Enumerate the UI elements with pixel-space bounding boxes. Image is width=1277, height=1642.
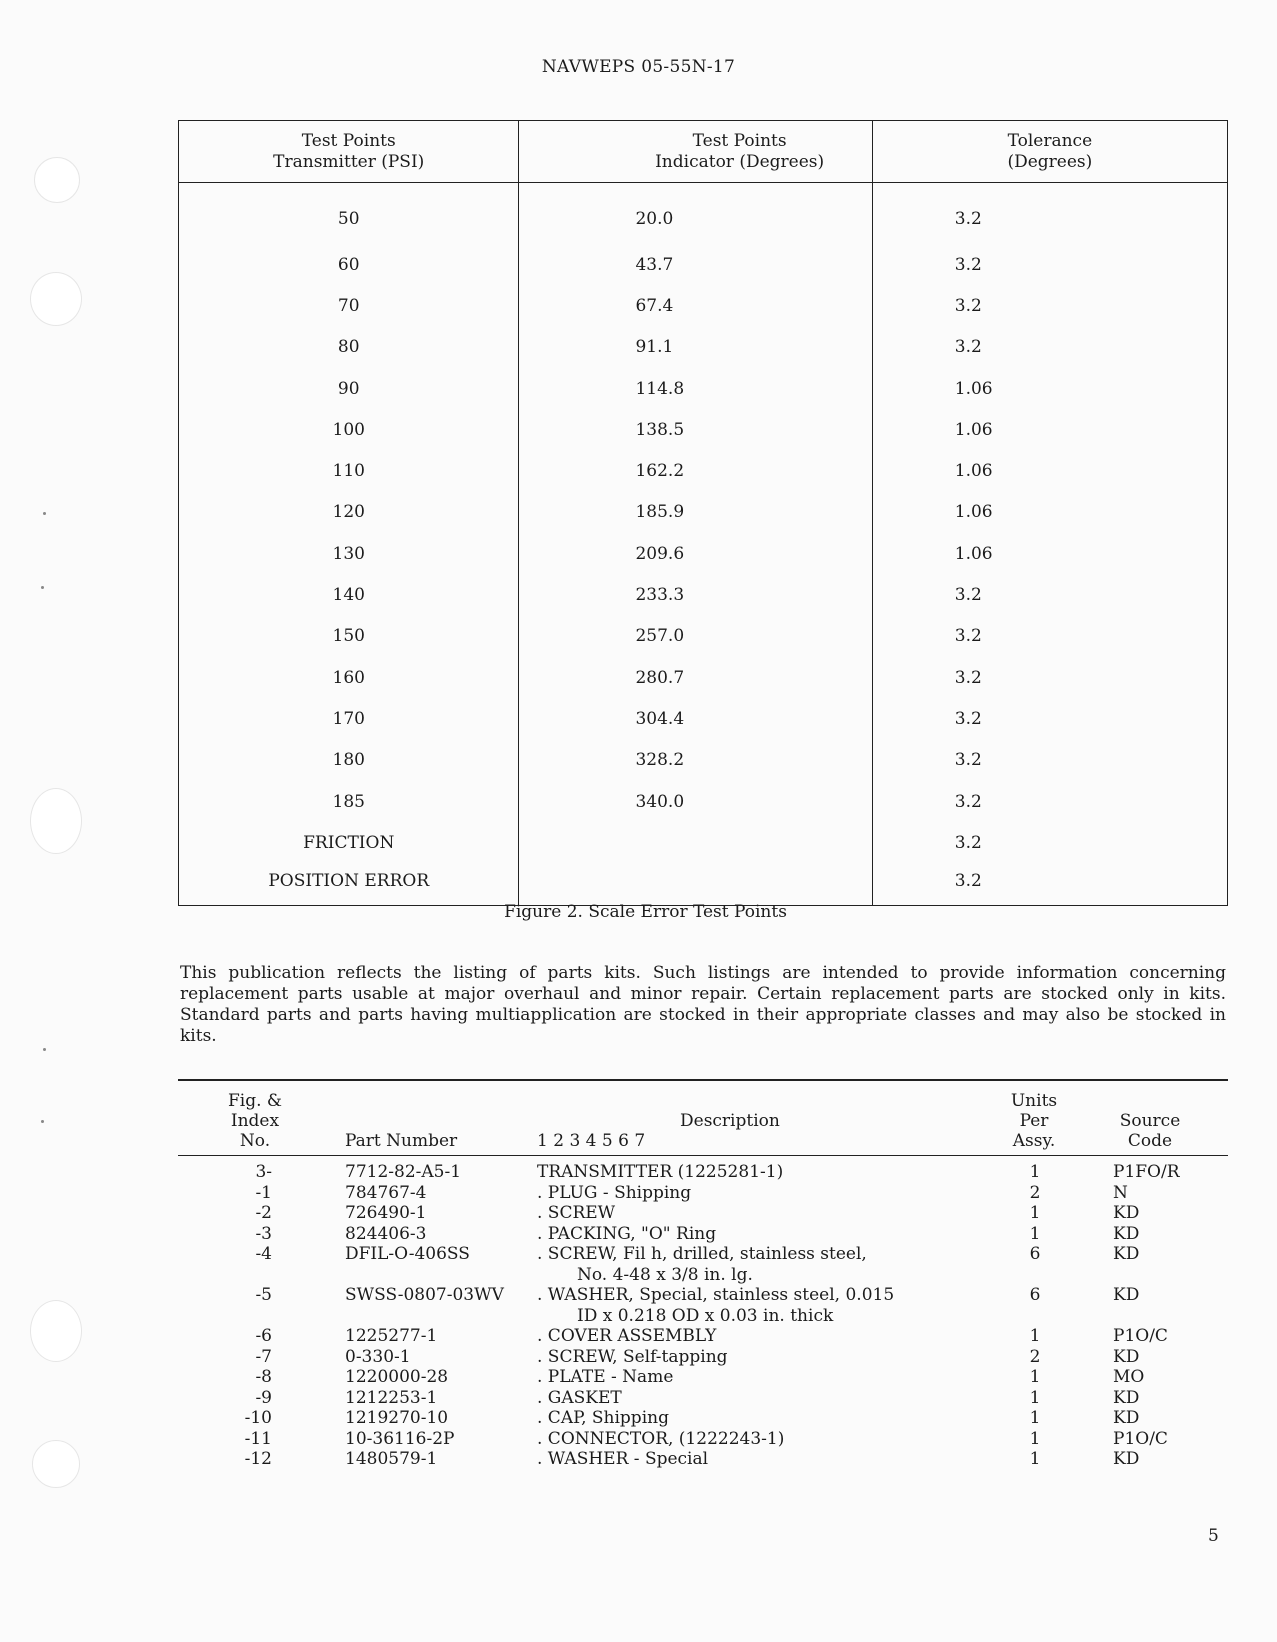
transmitter-cell: 185 (179, 781, 519, 822)
header-indicator: Test Points Indicator (Degrees) (519, 121, 872, 183)
units-cell: 2 (1029, 1182, 1041, 1203)
transmitter-cell: 170 (179, 698, 519, 739)
table-row (179, 863, 1228, 906)
scale-error-table (178, 120, 1228, 906)
source-code-cell: KD (1113, 1203, 1140, 1223)
scan-speck (41, 1120, 44, 1123)
part-number-cell: 824406-3 (345, 1223, 427, 1244)
tolerance-cell: 3.2 (872, 863, 1227, 906)
scan-speck (43, 512, 46, 515)
table-row (179, 183, 1228, 245)
index-cell: -1 (255, 1182, 272, 1203)
indicator-cell: 340.0 (519, 781, 872, 822)
part-number-cell: 1220000-28 (345, 1367, 449, 1387)
tolerance-cell: 3.2 (872, 244, 1227, 285)
table-row (179, 740, 1228, 781)
units-cell: 1 (1029, 1326, 1041, 1346)
part-number-cell: 0-330-1 (345, 1346, 411, 1367)
description-cell: . SCREW, Self-tapping (537, 1346, 728, 1367)
index-cell: -7 (255, 1346, 272, 1367)
header-part-number: Part Number (345, 1131, 458, 1151)
tolerance-cell: 3.2 (872, 327, 1227, 368)
parts-table-header-rule (178, 1155, 1228, 1156)
tolerance-cell: 3.2 (872, 781, 1227, 822)
transmitter-cell: 50 (179, 183, 519, 245)
transmitter-cell: POSITION ERROR (179, 863, 519, 906)
source-code-cell: P1FO/R (1113, 1162, 1180, 1182)
description-cell: . SCREW, Fil h, drilled, stainless steel, (537, 1244, 867, 1264)
table-row (179, 244, 1228, 285)
index-cell: -12 (244, 1449, 272, 1469)
transmitter-cell: 110 (179, 450, 519, 491)
indicator-cell: 304.4 (519, 698, 872, 739)
header-tolerance: Tolerance (Degrees) (872, 121, 1227, 183)
indicator-cell: 280.7 (519, 657, 872, 698)
indicator-cell (519, 863, 872, 906)
units-cell: 1 (1029, 1223, 1041, 1244)
units-cell: 1 (1029, 1367, 1041, 1387)
units-cell: 1 (1029, 1203, 1041, 1223)
index-cell: -2 (255, 1203, 272, 1223)
transmitter-cell: 60 (179, 244, 519, 285)
units-cell: 2 (1029, 1346, 1041, 1367)
header-index: Fig. & Index No. (227, 1091, 283, 1151)
header-units: Units Per Assy. (1010, 1091, 1058, 1151)
source-code-cell: P1O/C (1113, 1326, 1168, 1346)
units-cell: 1 (1029, 1408, 1041, 1428)
transmitter-cell: 70 (179, 285, 519, 326)
table-row (179, 657, 1228, 698)
document-header: NAVWEPS 05-55N-17 (541, 57, 736, 77)
description-cell: . SCREW (537, 1203, 616, 1223)
index-cell: -8 (255, 1367, 272, 1387)
transmitter-cell: 160 (179, 657, 519, 698)
transmitter-cell: FRICTION (179, 822, 519, 863)
index-cell: -3 (255, 1223, 272, 1244)
header-source-code: Source Code (1119, 1111, 1181, 1151)
tolerance-cell: 3.2 (872, 574, 1227, 615)
tolerance-cell: 3.2 (872, 822, 1227, 863)
part-number-cell: 784767-4 (345, 1182, 427, 1203)
description-cell: . PLATE - Name (537, 1367, 674, 1387)
description-cell: . PLUG - Shipping (537, 1182, 692, 1203)
part-number-cell: DFIL-O-406SS (345, 1244, 470, 1264)
tolerance-cell: 1.06 (872, 409, 1227, 450)
units-cell: 6 (1029, 1244, 1041, 1264)
table-row (179, 822, 1228, 863)
scan-speck (43, 1048, 46, 1051)
header-transmitter: Test Points Transmitter (PSI) (179, 121, 519, 183)
table-row (179, 533, 1228, 574)
source-code-cell: KD (1113, 1408, 1140, 1428)
table-row (179, 698, 1228, 739)
indicator-cell: 114.8 (519, 368, 872, 409)
tolerance-cell: 3.2 (872, 698, 1227, 739)
transmitter-cell: 140 (179, 574, 519, 615)
table-row (179, 285, 1228, 326)
part-number-cell: 7712-82-A5-1 (345, 1162, 462, 1182)
index-cell: -10 (244, 1408, 272, 1428)
tolerance-cell: 1.06 (872, 450, 1227, 491)
description-cell: . CONNECTOR, (1222243-1) (537, 1428, 785, 1449)
part-number-cell: 1212253-1 (345, 1387, 438, 1408)
units-cell: 1 (1029, 1428, 1041, 1449)
table-row (179, 450, 1228, 491)
index-cell: -5 (255, 1285, 272, 1305)
source-code-cell: KD (1113, 1223, 1140, 1244)
page-number: 5 (1208, 1526, 1219, 1546)
table-row (179, 368, 1228, 409)
transmitter-cell: 100 (179, 409, 519, 450)
indicator-cell: 43.7 (519, 244, 872, 285)
description-cell: . CAP, Shipping (537, 1408, 669, 1428)
indicator-cell: 209.6 (519, 533, 872, 574)
indicator-cell: 257.0 (519, 616, 872, 657)
source-code-cell: KD (1113, 1244, 1140, 1264)
units-cell: 1 (1029, 1449, 1041, 1469)
index-cell: -6 (255, 1326, 272, 1346)
part-number-cell: 1480579-1 (345, 1449, 438, 1469)
indicator-cell: 20.0 (519, 183, 872, 245)
tolerance-cell: 3.2 (872, 657, 1227, 698)
transmitter-cell: 120 (179, 492, 519, 533)
indicator-cell: 138.5 (519, 409, 872, 450)
table-row (179, 492, 1228, 533)
indicator-cell: 91.1 (519, 327, 872, 368)
scan-speck (41, 586, 44, 589)
transmitter-cell: 80 (179, 327, 519, 368)
source-code-cell: P1O/C (1113, 1428, 1168, 1449)
transmitter-cell: 150 (179, 616, 519, 657)
description-cell: ID x 0.218 OD x 0.03 in. thick (577, 1305, 834, 1326)
units-cell: 6 (1029, 1285, 1041, 1305)
description-cell: . WASHER - Special (537, 1449, 709, 1469)
intro-paragraph: This publication reflects the listing of parts kits. Such listings are intended to provide information concerning replacement parts usable at major overhaul and minor repair. Certain replacement parts are stocked only in kits. Standard parts and parts having multiapplication are stocked in their appropriate classes and may also be stocked in kits. (180, 963, 1226, 1046)
indicator-cell: 67.4 (519, 285, 872, 326)
tolerance-cell: 1.06 (872, 368, 1227, 409)
units-cell: 1 (1029, 1162, 1041, 1182)
punch-hole-middle (30, 788, 82, 854)
tolerance-cell: 1.06 (872, 492, 1227, 533)
table-row (179, 781, 1228, 822)
transmitter-cell: 90 (179, 368, 519, 409)
table-header-row (179, 121, 1228, 183)
description-cell: . PACKING, "O" Ring (537, 1223, 717, 1244)
table-row (179, 409, 1228, 450)
part-number-cell: SWSS-0807-03WV (345, 1285, 504, 1305)
source-code-cell: KD (1113, 1346, 1140, 1367)
indicator-cell: 233.3 (519, 574, 872, 615)
tolerance-cell: 3.2 (872, 616, 1227, 657)
transmitter-cell: 130 (179, 533, 519, 574)
transmitter-cell: 180 (179, 740, 519, 781)
tolerance-cell: 3.2 (872, 285, 1227, 326)
part-number-cell: 1225277-1 (345, 1326, 438, 1346)
source-code-cell: KD (1113, 1285, 1140, 1305)
indicator-cell (519, 822, 872, 863)
indicator-cell: 185.9 (519, 492, 872, 533)
part-number-cell: 10-36116-2P (345, 1428, 455, 1449)
tolerance-cell: 3.2 (872, 740, 1227, 781)
source-code-cell: N (1113, 1182, 1128, 1203)
description-cell: No. 4-48 x 3/8 in. lg. (577, 1264, 753, 1285)
description-cell: TRANSMITTER (1225281-1) (537, 1162, 784, 1182)
description-cell: . GASKET (537, 1387, 622, 1408)
part-number-cell: 726490-1 (345, 1203, 427, 1223)
header-description: Description (680, 1111, 780, 1131)
source-code-cell: KD (1113, 1449, 1140, 1469)
header-indent-levels: 1 2 3 4 5 6 7 (537, 1131, 646, 1151)
index-cell: 3- (255, 1162, 272, 1182)
punch-hole-upper (30, 272, 82, 326)
source-code-cell: MO (1113, 1367, 1145, 1387)
part-number-cell: 1219270-10 (345, 1408, 449, 1428)
index-cell: -9 (255, 1387, 272, 1408)
index-cell: -4 (255, 1244, 272, 1264)
figure-caption: Figure 2. Scale Error Test Points (504, 902, 787, 922)
table-row (179, 327, 1228, 368)
index-cell: -11 (244, 1428, 272, 1449)
description-cell: . WASHER, Special, stainless steel, 0.015 (537, 1285, 895, 1305)
units-cell: 1 (1029, 1387, 1041, 1408)
source-code-cell: KD (1113, 1387, 1140, 1408)
tolerance-cell: 3.2 (872, 183, 1227, 245)
table-row (179, 574, 1228, 615)
tolerance-cell: 1.06 (872, 533, 1227, 574)
punch-hole-bottom (32, 1440, 80, 1488)
punch-hole-lower (30, 1300, 82, 1362)
parts-table-top-rule (178, 1079, 1228, 1081)
punch-hole-top (34, 157, 80, 203)
indicator-cell: 162.2 (519, 450, 872, 491)
table-row (179, 616, 1228, 657)
description-cell: . COVER ASSEMBLY (537, 1326, 717, 1346)
indicator-cell: 328.2 (519, 740, 872, 781)
